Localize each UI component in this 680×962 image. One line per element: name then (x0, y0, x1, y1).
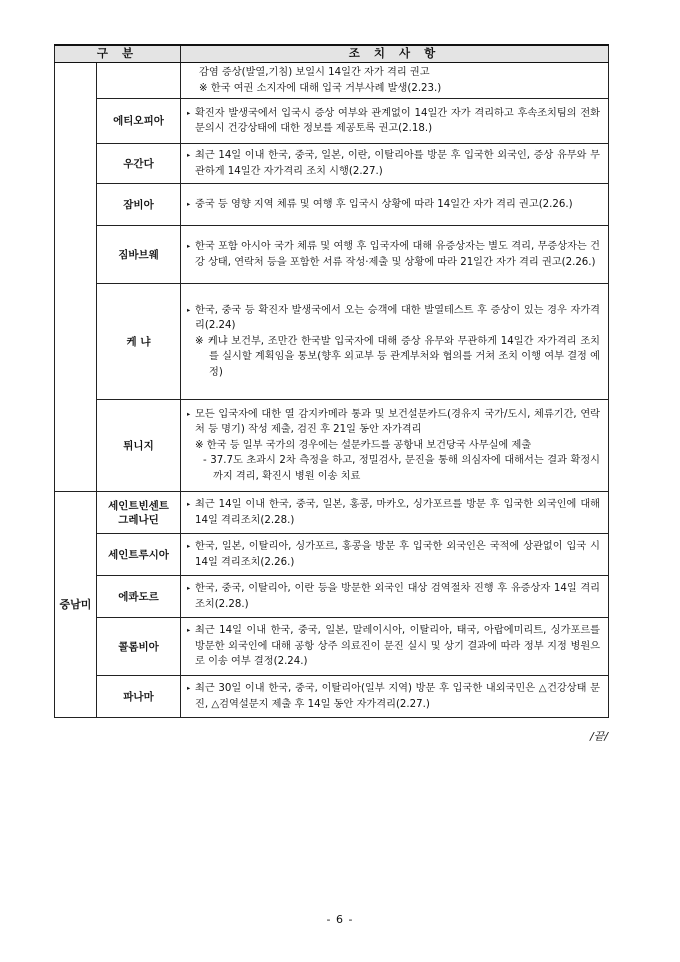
bullet-icon: ▸ (187, 199, 191, 208)
country-panama: 파나마 (97, 676, 181, 718)
region-cell-africa (55, 63, 97, 492)
bullet-icon: ▸ (187, 684, 191, 693)
measure-text: 최근 14일 이내 한국, 중국, 일본, 말레이시아, 이탈리아, 태국, 아랍에미리트, 싱가포르를 방문한 외국인에 대해 공항 상주 의료진이 문진 실시 및 상기 결과에 따라 정부 지정 병원으로 이송 여부 결정(2.24.) (195, 625, 601, 668)
measure-cell (181, 99, 609, 144)
country-ecuador: 에콰도르 (97, 576, 181, 618)
country-ethiopia: 에티오피아 (97, 99, 181, 144)
country-saint-vincent (97, 492, 181, 534)
country-zimbabwe: 짐바브웨 (97, 226, 181, 284)
measure-cell (181, 144, 609, 184)
measure-cell (181, 534, 609, 576)
table-row (55, 676, 609, 718)
table-row (55, 226, 609, 284)
page-number: - 6 - (326, 913, 354, 926)
measure-cell (181, 284, 609, 400)
measure-cell (181, 576, 609, 618)
country-name-line2: 그레나딘 (118, 513, 159, 526)
table-row (55, 99, 609, 144)
bullet-icon: ▸ (187, 626, 191, 635)
bullet-icon: ▸ (187, 305, 191, 314)
country-tunisia: 튀니지 (97, 400, 181, 492)
table-row (55, 63, 609, 99)
table-row (55, 144, 609, 184)
measure-text: 한국, 중국 등 확진자 발생국에서 오는 승객에 대한 발열테스트 후 증상이 있는 경우 자가격리(2.24) (195, 304, 601, 332)
table-row (55, 576, 609, 618)
measure-text: 한국, 일본, 이탈리아, 싱가포르, 홍콩을 방문 후 입국한 외국인은 국적에 상관없이 입국 시 14일 격리조치(2.26.) (195, 541, 601, 568)
measure-cell (181, 676, 609, 718)
measure-text: 최근 14일 이내 한국, 중국, 일본, 이란, 이탈리아를 방문 후 입국한 외국인, 증상 유무와 무관하게 14일간 자가격리 조치 시행(2.27.) (195, 150, 601, 177)
country-kenya: 케 냐 (97, 284, 181, 400)
bullet-icon: ▸ (187, 151, 191, 160)
measure-subitem: - 37.7도 초과시 2차 측정을 하고, 정밀검사, 문진을 통해 의심자에 대해서는 결과 확정시까지 격리, 확진시 병원 이송 치료 (203, 455, 601, 483)
measure-text: 최근 30일 이내 한국, 중국, 이탈리아(일부 지역) 방문 후 입국한 내외국민은 △건강상태 문진, △검역설문지 제출 후 14일 동안 자가격리(2.27.) (195, 683, 601, 710)
measure-text: 최근 14일 이내 한국, 중국, 일본, 홍콩, 마카오, 싱가포르를 방문 후 입국한 외국인에 대해 14일 격리조치(2.28.) (195, 499, 601, 526)
table-row (55, 184, 609, 226)
country-zambia: 잠비아 (97, 184, 181, 226)
measure-cell (181, 184, 609, 226)
bullet-icon: ▸ (187, 108, 191, 117)
measure-text: 중국 등 영향 지역 체류 및 여행 후 입국시 상황에 따라 14일간 자가 격리 권고(2.26.) (195, 198, 573, 210)
country-cell-empty (97, 63, 181, 99)
table-row (55, 534, 609, 576)
region-latin-america: 중남미 (55, 492, 97, 718)
measures-table (54, 44, 609, 718)
table-header-row (55, 45, 609, 63)
measure-text: 한국, 중국, 이탈리아, 이란 등을 방문한 외국인 대상 검역절차 진행 후 유증상자 14일 격리조치(2.28.) (195, 583, 601, 610)
measure-text: 모든 입국자에 대한 열 감지카메라 통과 및 보건설문카드(경유지 국가/도시, 체류기간, 연락처 등 명기) 작성 제출, 검진 후 21일 동안 자가격리 (195, 408, 601, 436)
measure-text: 확진자 발생국에서 입국시 증상 여부와 관계없이 14일간 자가 격리하고 후속조치팀의 전화 문의시 건강상태에 대한 정보를 제공토록 권고(2.18.) (195, 107, 601, 135)
bullet-icon: ▸ (187, 542, 191, 551)
bullet-icon: ▸ (187, 409, 191, 418)
country-name-line1: 세인트빈센트 (108, 499, 169, 512)
header-category: 구 분 (55, 45, 181, 63)
measure-note: ※ 한국 등 일부 국가의 경우에는 설문카드를 공항내 보건당국 사무실에 제출 (195, 439, 532, 451)
bullet-icon: ▸ (187, 584, 191, 593)
end-mark: /끝/ (589, 730, 608, 743)
table-row (55, 492, 609, 534)
bullet-icon: ▸ (187, 500, 191, 509)
measure-cell (181, 618, 609, 676)
table-row (55, 284, 609, 400)
country-uganda: 우간다 (97, 144, 181, 184)
country-saint-lucia: 세인트루시아 (97, 534, 181, 576)
measure-cell (181, 492, 609, 534)
table-row (55, 400, 609, 492)
table-row (55, 618, 609, 676)
measure-cell (181, 226, 609, 284)
measure-note: ※ 케냐 보건부, 조만간 한국발 입국자에 대해 증상 유무와 무관하게 14일간 자가격리 조치를 실시할 계획임을 통보(향후 외교부 등 관계부처와 협의를 거쳐 조치 이행 여부 결정 예정) (195, 335, 601, 379)
country-colombia: 콜롬비아 (97, 618, 181, 676)
measure-text: 감염 증상(발열,기침) 보일시 14일간 자가 격리 권고 (199, 67, 430, 78)
measure-cell (181, 63, 609, 99)
measure-cell (181, 400, 609, 492)
header-measures: 조 치 사 항 (181, 45, 609, 63)
bullet-icon: ▸ (187, 242, 191, 251)
measure-text: 한국 포함 아시아 국가 체류 및 여행 후 입국자에 대해 유증상자는 별도 격리, 무증상자는 건강 상태, 연락처 등을 포함한 서류 작성·제출 및 상황에 따라 21일간 자가 격리 권고(2.26.) (195, 241, 601, 268)
measure-note: ※ 한국 여권 소지자에 대해 입국 거부사례 발생(2.23.) (199, 82, 442, 94)
